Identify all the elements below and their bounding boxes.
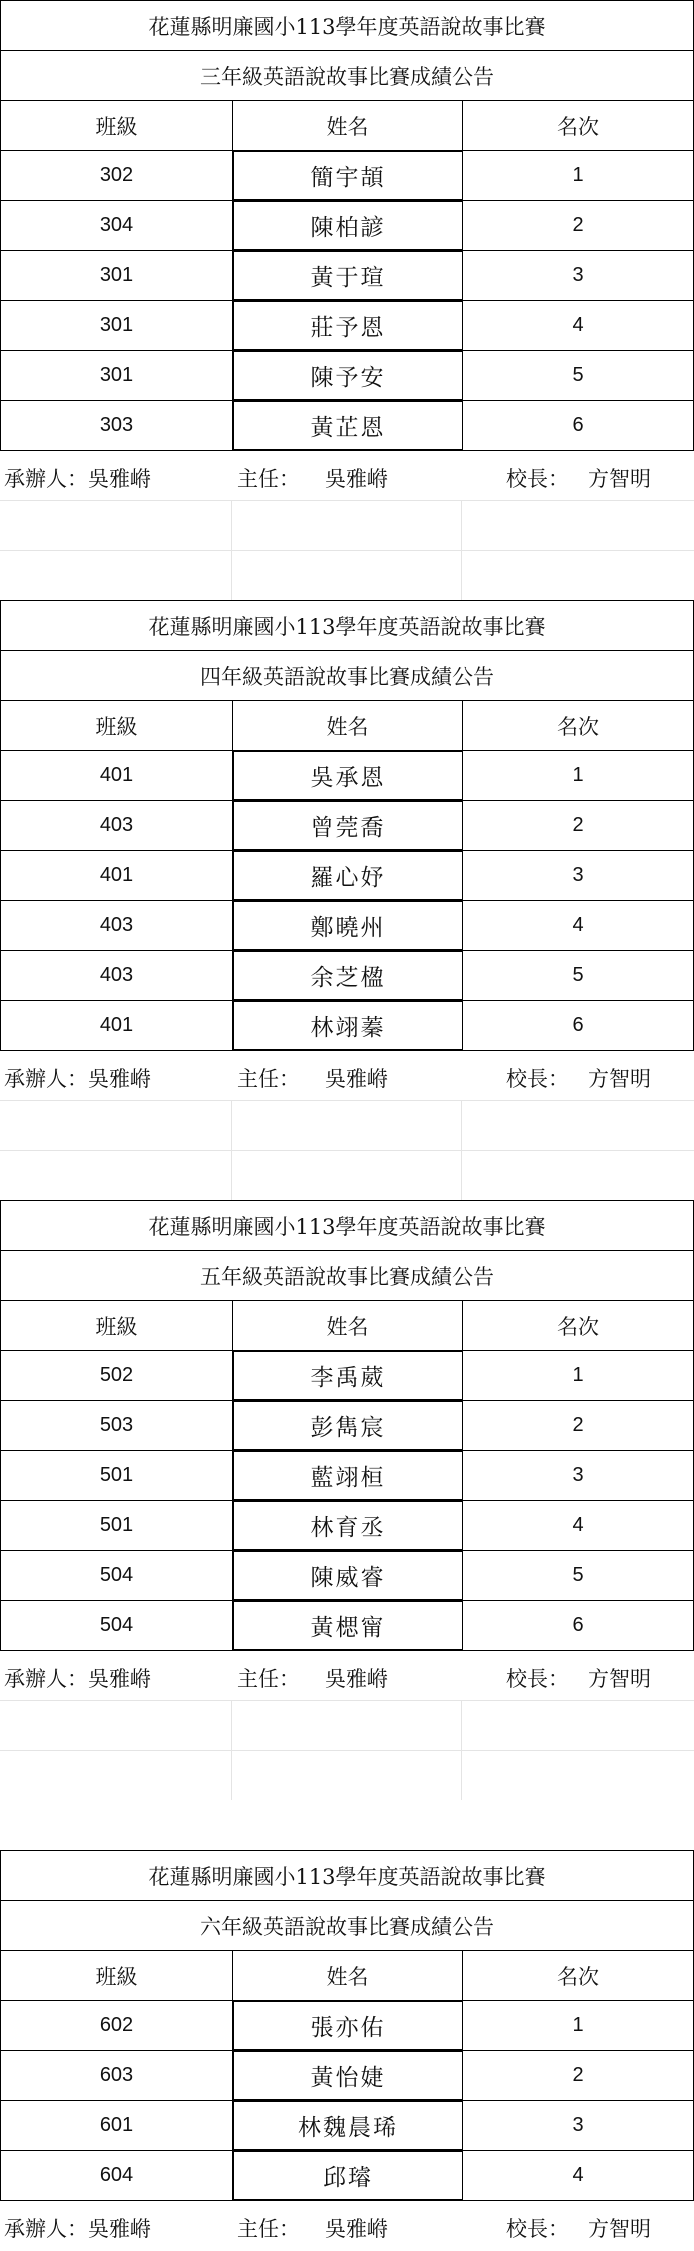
section-title: 花蓮縣明廉國小113學年度英語說故事比賽 <box>0 1850 694 1900</box>
director-name: 吳雅崻 <box>325 1667 388 1691</box>
header-class: 班級 <box>1 1951 233 2000</box>
cell-class: 603 <box>1 2051 233 2100</box>
director-name: 吳雅崻 <box>325 1067 388 1091</box>
blank-cell <box>232 551 462 600</box>
blank-cell <box>462 551 694 600</box>
header-rank: 名次 <box>557 714 599 739</box>
blank-cell <box>232 1151 462 1200</box>
table-row <box>0 1500 694 1550</box>
table-row <box>0 150 694 200</box>
table-row <box>0 850 694 900</box>
header-class: 班級 <box>1 701 233 750</box>
section-title: 花蓮縣明廉國小113學年度英語說故事比賽 <box>0 600 694 650</box>
cell-class: 302 <box>1 151 233 200</box>
director-label: 主任： <box>237 1667 300 1691</box>
cell-name: 黃楒甯 <box>233 1601 463 1650</box>
table-row <box>0 1450 694 1500</box>
cell-rank: 4 <box>572 1514 584 1536</box>
cell-class: 604 <box>1 2151 233 2200</box>
header-rank: 名次 <box>557 114 599 139</box>
table-row <box>0 1350 694 1400</box>
cell-name: 簡宇頡 <box>233 151 463 200</box>
cell-class: 301 <box>1 351 233 400</box>
cell-class: 501 <box>1 1501 233 1550</box>
blank-cell <box>0 1151 232 1200</box>
cell-class: 401 <box>1 851 233 900</box>
cell-class: 602 <box>1 2001 233 2050</box>
cell-class: 502 <box>1 1351 233 1400</box>
section-subtitle: 六年級英語說故事比賽成績公告 <box>0 1900 694 1950</box>
cell-name: 黃芷恩 <box>233 401 463 450</box>
section-subtitle: 三年級英語說故事比賽成績公告 <box>0 50 694 100</box>
cell-name: 陳予安 <box>233 351 463 400</box>
blank-cell <box>462 1751 694 1800</box>
cell-rank: 6 <box>572 1014 584 1036</box>
table-row <box>0 2000 694 2050</box>
announcement-section <box>0 1850 694 2250</box>
cell-name: 羅心妤 <box>233 851 463 900</box>
director-label: 主任： <box>237 467 300 491</box>
table-header <box>0 100 694 150</box>
cell-class: 304 <box>1 201 233 250</box>
blank-spreadsheet-row <box>0 1700 694 1750</box>
header-name: 姓名 <box>233 101 463 150</box>
organizer-label: 承辦人：吳雅崻 <box>4 1667 151 1691</box>
cell-class: 504 <box>1 1551 233 1600</box>
cell-name: 邱璿 <box>233 2151 463 2200</box>
cell-name: 曾莞喬 <box>233 801 463 850</box>
principal-name: 方智明 <box>588 1667 651 1691</box>
table-row <box>0 400 694 450</box>
header-name: 姓名 <box>233 1301 463 1350</box>
cell-name: 林翊蓁 <box>233 1001 463 1050</box>
table-row <box>0 2050 694 2100</box>
cell-rank: 2 <box>572 814 584 836</box>
table-row <box>0 900 694 950</box>
cell-name: 彭雋宸 <box>233 1401 463 1450</box>
cell-name: 鄭曉州 <box>233 901 463 950</box>
signature-footer <box>0 1050 694 1100</box>
signature-footer <box>0 2200 694 2250</box>
announcement-section <box>0 0 694 600</box>
blank-cell <box>232 1751 462 1800</box>
cell-name: 李禹葳 <box>233 1351 463 1400</box>
cell-rank: 5 <box>572 1564 584 1586</box>
director-label: 主任： <box>237 1067 300 1091</box>
principal-name: 方智明 <box>588 467 651 491</box>
signature-footer <box>0 450 694 500</box>
principal-label: 校長： <box>506 1667 569 1691</box>
cell-rank: 3 <box>572 864 584 886</box>
blank-cell <box>0 501 232 550</box>
organizer-label: 承辦人：吳雅崻 <box>4 467 151 491</box>
principal-name: 方智明 <box>588 1067 651 1091</box>
cell-rank: 1 <box>572 2014 584 2036</box>
table-row <box>0 2150 694 2200</box>
section-subtitle: 五年級英語說故事比賽成績公告 <box>0 1250 694 1300</box>
cell-name: 陳威睿 <box>233 1551 463 1600</box>
blank-cell <box>0 1751 232 1800</box>
table-row <box>0 1400 694 1450</box>
table-header <box>0 1950 694 2000</box>
cell-class: 401 <box>1 751 233 800</box>
blank-cell <box>232 1701 462 1750</box>
cell-class: 401 <box>1 1001 233 1050</box>
cell-name: 陳柏諺 <box>233 201 463 250</box>
cell-class: 403 <box>1 801 233 850</box>
cell-class: 503 <box>1 1401 233 1450</box>
table-row <box>0 1550 694 1600</box>
cell-rank: 5 <box>572 364 584 386</box>
cell-rank: 6 <box>572 1614 584 1636</box>
cell-class: 403 <box>1 951 233 1000</box>
header-rank: 名次 <box>557 1314 599 1339</box>
cell-class: 403 <box>1 901 233 950</box>
cell-rank: 5 <box>572 964 584 986</box>
cell-class: 301 <box>1 301 233 350</box>
table-row <box>0 2100 694 2150</box>
blank-cell <box>462 1101 694 1150</box>
blank-cell <box>462 501 694 550</box>
cell-rank: 6 <box>572 414 584 436</box>
table-header <box>0 700 694 750</box>
header-name: 姓名 <box>233 701 463 750</box>
blank-cell <box>0 1101 232 1150</box>
cell-class: 501 <box>1 1451 233 1500</box>
blank-cell <box>232 1101 462 1150</box>
cell-rank: 2 <box>572 1414 584 1436</box>
cell-rank: 3 <box>572 2114 584 2136</box>
section-subtitle: 四年級英語說故事比賽成績公告 <box>0 650 694 700</box>
cell-name: 林魏晨琋 <box>233 2101 463 2150</box>
blank-spreadsheet-row <box>0 1150 694 1200</box>
announcement-section <box>0 600 694 1200</box>
cell-name: 吳承恩 <box>233 751 463 800</box>
table-row <box>0 750 694 800</box>
director-name: 吳雅崻 <box>325 467 388 491</box>
cell-rank: 1 <box>572 164 584 186</box>
cell-class: 301 <box>1 251 233 300</box>
cell-name: 黃于瑄 <box>233 251 463 300</box>
cell-name: 林育丞 <box>233 1501 463 1550</box>
header-name: 姓名 <box>233 1951 463 2000</box>
cell-class: 303 <box>1 401 233 450</box>
director-name: 吳雅崻 <box>325 2217 388 2241</box>
cell-rank: 4 <box>572 314 584 336</box>
table-row <box>0 300 694 350</box>
table-row <box>0 800 694 850</box>
cell-class: 504 <box>1 1601 233 1650</box>
principal-label: 校長： <box>506 467 569 491</box>
cell-rank: 3 <box>572 1464 584 1486</box>
table-row <box>0 1000 694 1050</box>
cell-name: 莊予恩 <box>233 301 463 350</box>
signature-footer <box>0 1650 694 1700</box>
principal-label: 校長： <box>506 1067 569 1091</box>
cell-rank: 4 <box>572 2164 584 2186</box>
blank-cell <box>232 501 462 550</box>
blank-spreadsheet-row <box>0 550 694 600</box>
cell-name: 余芝楹 <box>233 951 463 1000</box>
blank-spreadsheet-row <box>0 500 694 550</box>
section-title: 花蓮縣明廉國小113學年度英語說故事比賽 <box>0 1200 694 1250</box>
header-class: 班級 <box>1 1301 233 1350</box>
principal-label: 校長： <box>506 2217 569 2241</box>
table-row <box>0 200 694 250</box>
cell-class: 601 <box>1 2101 233 2150</box>
blank-spreadsheet-row <box>0 1100 694 1150</box>
table-row <box>0 950 694 1000</box>
blank-cell <box>462 1151 694 1200</box>
cell-name: 藍翊桓 <box>233 1451 463 1500</box>
cell-rank: 1 <box>572 764 584 786</box>
cell-rank: 2 <box>572 2064 584 2086</box>
blank-spreadsheet-row <box>0 1750 694 1800</box>
cell-rank: 2 <box>572 214 584 236</box>
principal-name: 方智明 <box>588 2217 651 2241</box>
cell-name: 黃怡婕 <box>233 2051 463 2100</box>
organizer-label: 承辦人：吳雅崻 <box>4 1067 151 1091</box>
cell-rank: 4 <box>572 914 584 936</box>
table-row <box>0 1600 694 1650</box>
blank-cell <box>0 1701 232 1750</box>
blank-cell <box>462 1701 694 1750</box>
header-class: 班級 <box>1 101 233 150</box>
organizer-label: 承辦人：吳雅崻 <box>4 2217 151 2241</box>
director-label: 主任： <box>237 2217 300 2241</box>
cell-name: 張亦佑 <box>233 2001 463 2050</box>
table-header <box>0 1300 694 1350</box>
header-rank: 名次 <box>557 1964 599 1989</box>
blank-cell <box>0 551 232 600</box>
section-title: 花蓮縣明廉國小113學年度英語說故事比賽 <box>0 0 694 50</box>
announcement-section <box>0 1200 694 1800</box>
cell-rank: 3 <box>572 264 584 286</box>
table-row <box>0 250 694 300</box>
cell-rank: 1 <box>572 1364 584 1386</box>
table-row <box>0 350 694 400</box>
